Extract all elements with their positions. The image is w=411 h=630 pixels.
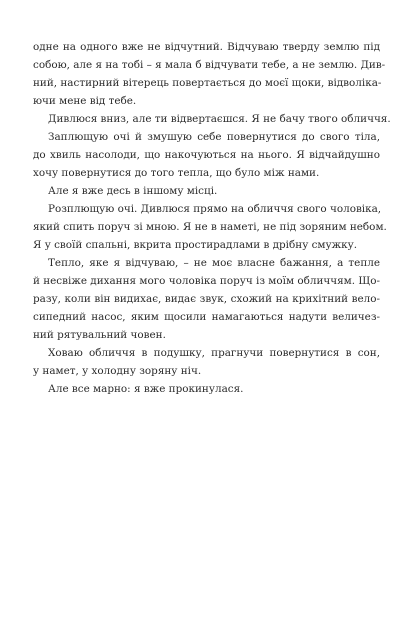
text-line: ючи мене від тебе.	[33, 95, 137, 107]
text-line: Розплющую очі. Дивлюся прямо на обличчя свого чоловіка,	[48, 203, 382, 215]
text-line: Я у своїй спальні, вкрита простирадлами в дрібну смужку.	[33, 239, 358, 251]
text-line: одне на одного вже не відчутний. Відчуваю тверду землю під	[33, 41, 380, 53]
text-line: хочу повернутися до того тепла, що було між нами.	[33, 167, 320, 179]
body-text	[33, 38, 391, 398]
text-line: який спить поруч зі мною. Я не в наметі, не під зоряним небом.	[33, 221, 387, 233]
text-line: Ховаю обличчя в подушку, прагнучи повернутися в сон,	[48, 347, 380, 359]
text-line: ний, настирний вітерець повертається до моєї щоки, відволіка-	[33, 77, 382, 89]
text-line: Дивлюся вниз, але ти відвертаєшся. Я не бачу твого обличчя.	[48, 113, 391, 125]
text-line: до хвиль насолоди, що накочуються на нього. Я відчайдушно	[33, 149, 380, 161]
paragraph	[33, 254, 380, 344]
text-line: й несвіже дихання мого чоловіка поруч із моїм обличчям. Що-	[33, 275, 380, 287]
paragraph	[33, 380, 380, 398]
paragraph	[33, 128, 380, 182]
text-line: собою, але я на тобі – я мала б відчувати тебе, а не землю. Див-	[33, 59, 386, 71]
text-line: ний рятувальний човен.	[33, 329, 166, 341]
text-line: Але я вже десь в іншому місці.	[48, 185, 218, 197]
paragraph	[33, 38, 386, 110]
paragraph	[33, 110, 391, 128]
paragraph	[33, 200, 387, 254]
text-line: Заплющую очі й змушую себе повернутися до свого тіла,	[48, 131, 380, 143]
text-line: Тепло, яке я відчуваю, – не моє власне бажання, а тепле	[48, 257, 380, 269]
text-line: Але все марно: я вже прокинулася.	[48, 383, 244, 395]
paragraph	[33, 344, 380, 380]
text-line: у намет, у холодну зоряну ніч.	[33, 365, 202, 377]
text-line: разу, коли він видихає, видає звук, схожий на крихітний вело-	[33, 293, 380, 305]
paragraph	[33, 182, 380, 200]
text-line: сипедний насос, яким щосили намагаються надути величез-	[33, 311, 380, 323]
